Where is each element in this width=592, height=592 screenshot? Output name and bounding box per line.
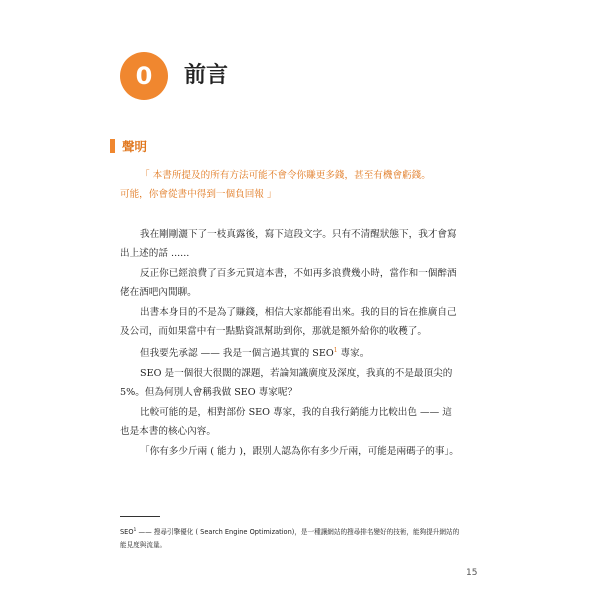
footnote-divider xyxy=(120,516,160,517)
body-text xyxy=(120,225,460,461)
footnote-text: —— 搜尋引擎優化 ( Search Engine Optimization)，是一種讓網站的搜尋排名變好的技術，能夠提升網站的能見度與流量。 xyxy=(120,528,460,550)
paragraph-1: 我在剛剛灑下了一枝真露後，寫下這段文字。只有不清醒狀態下，我才會寫出上述的話 ...... xyxy=(120,229,457,260)
section-marker-bar xyxy=(110,139,115,153)
paragraph-4-text-end: 專家。 xyxy=(337,348,370,360)
paragraph-4-text: 但我要先承認 —— 我是一個言過其實的 SEO xyxy=(140,348,334,360)
section-heading xyxy=(110,137,147,155)
footnote xyxy=(120,524,460,552)
section-title: 聲明 xyxy=(122,139,148,154)
page-number: 15 xyxy=(466,568,478,578)
paragraph-4 xyxy=(120,341,460,364)
chapter-number-badge xyxy=(120,52,168,100)
paragraph-7: 「你有多少斤兩 ( 能力 )，跟別人認為你有多少斤兩，可能是兩碼子的事」。 xyxy=(140,445,459,457)
disclaimer-quote xyxy=(120,166,450,204)
quote-line-2: 可能，你會從書中得到一個負回報 」 xyxy=(120,189,277,200)
paragraph-5: SEO 是一個很大很闊的課題，若論知識廣度及深度，我真的不是最頂尖的 5%。但為何別人會稱我做 SEO 專家呢？ xyxy=(120,368,453,399)
paragraph-6: 比較可能的是，相對部份 SEO 專家，我的自我行銷能力比較出色 —— 這也是本書的核心內容。 xyxy=(120,406,452,438)
chapter-number: 0 xyxy=(135,62,153,90)
quote-line-1: 「 本書所提及的所有方法可能不會令你賺更多錢，甚至有機會虧錢。 xyxy=(140,170,431,181)
paragraph-3: 出書本身目的不是為了賺錢，相信大家都能看出來。我的目的旨在推廣自己及公司，而如果當中有一點點資訊幫助到你，那就是額外給你的收穫了。 xyxy=(120,306,457,338)
footnote-reference: 1 xyxy=(333,347,338,355)
paragraph-2: 反正你已經浪費了百多元買這本書，不如再多浪費幾小時，當作和一個醉酒佬在酒吧內閒聊。 xyxy=(120,267,457,299)
footnote-label: SEO xyxy=(120,528,134,537)
footnote-label-ref: 1 xyxy=(133,528,137,533)
chapter-title: 前言 xyxy=(184,63,229,88)
